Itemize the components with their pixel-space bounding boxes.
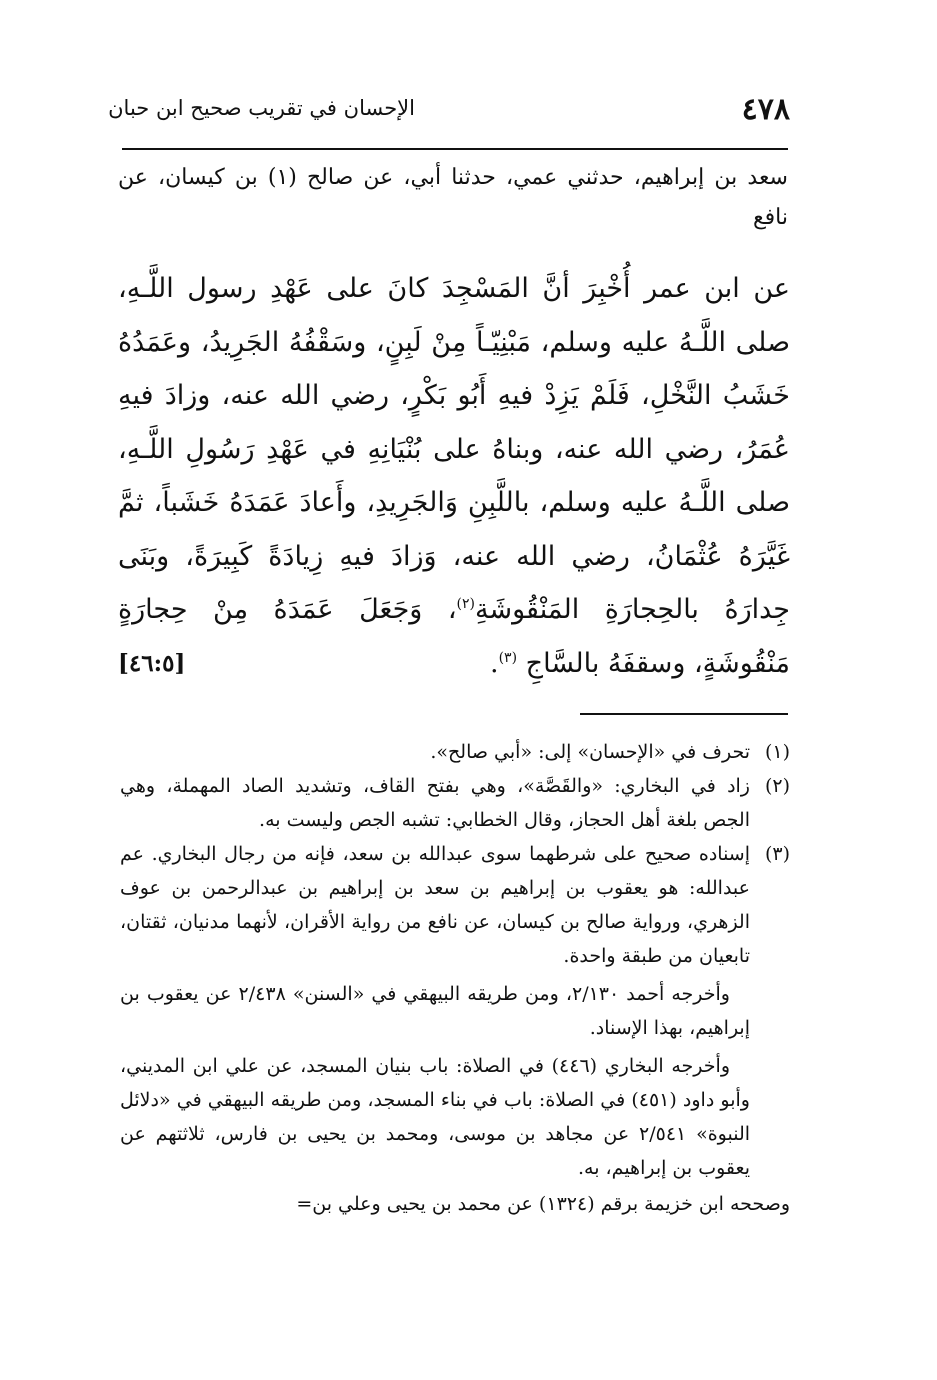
footnote-body bbox=[120, 769, 750, 837]
footnote-number: (٣) bbox=[764, 843, 790, 865]
hadith-text bbox=[118, 262, 790, 690]
hadith-text-part-2: ، وَجَعَلَ عَمَدَهُ مِنْ حِجارَةٍ مَنْقُوشَةٍ، وسقفَهُ بالسَّاجِ bbox=[118, 594, 790, 679]
footnotes bbox=[120, 735, 790, 1221]
footnote-number: (١) bbox=[764, 741, 790, 763]
footnote-paragraph: تحرف في «الإحسان» إلى: «أبي صالح». bbox=[430, 741, 750, 763]
footnote-paragraph: وأخرجه البخاري (٤٤٦) في الصلاة: باب بنيان المسجد، عن علي ابن المديني، وأبو داود (٤٥١) في الصلاة: باب في بناء المسجد، ومن طريقه البيهقي في «دلائل النبوة» ٢/٥٤١ عن مجاهد بن موسى، ومحمد بن يحيى بن فارس، ثلاثتهم عن يعقوب بن إبراهيم، به. bbox=[120, 1055, 751, 1179]
footnote-2 bbox=[120, 769, 790, 837]
hadith-text-part-1: عن ابن عمر أُخْبِرَ أنَّ المَسْجِدَ كانَ على عَهْدِ رسول اللَّـهِ، صلى اللَّـهُ عليه وسلم، مَبْنِيّـاً مِنْ لَبِنٍ، وسَقْفُهُ الجَرِيدُ، وعَمَدُهُ خَشَبُ النَّخْلِ، فَلَمْ يَزِدْ فيهِ أَبُو بَكْرٍ، رضي الله عنه، وزادَ فيهِ عُمَرُ، رضي الله عنه، وبناهُ على بُنْيَانِهِ في عَهْدِ رَسُولِ اللَّـهِ، صلى اللَّـهُ عليه وسلم، باللَّبِنِ وَالجَرِيدِ، وأَعادَ عَمَدَهُ خَشَباً، ثمَّ غَيَّرَهُ عُثْمَانُ، رضي الله عنه، وَزادَ فيهِ زِيادَةً كَبِيرَةً، وبَنَى جِدارَهُ بالحِجارَةِ المَنْقُوشَةِ bbox=[118, 273, 790, 625]
hadith-text-end: . bbox=[489, 647, 499, 679]
footnote-paragraph: إسناده صحيح على شرطهما سوى عبدالله بن سعد، فإنه من رجال البخاري. عم عبدالله: هو يعقوب بن إبراهيم بن سعد بن إبراهيم بن عبدالرحمن بن عوف الزهري، ورواية صالح بن كيسان، عن نافع من رواية الأقران، لأنهما مدنيان، ثقتان، تابعيان من طبقة واحدة. bbox=[120, 843, 750, 967]
footnote-1 bbox=[120, 735, 790, 769]
page-header bbox=[108, 92, 790, 138]
running-title: الإحسان في تقريب صحيح ابن حبان bbox=[108, 96, 415, 120]
header-rule bbox=[122, 148, 788, 150]
footnote-mark-3: (٣) bbox=[498, 649, 518, 666]
isnad-text: سعد بن إبراهيم، حدثني عمي، حدثنا أبي، عن صالح (١) بن كيسان، عن نافع bbox=[118, 165, 788, 230]
page-number: ٤٧٨ bbox=[741, 92, 790, 127]
hadith-reference: [٤٦:٥] bbox=[118, 649, 186, 677]
footnote-number: (٢) bbox=[764, 775, 790, 797]
footnote-body bbox=[120, 735, 750, 769]
footnote-mark-2: (٢) bbox=[456, 596, 475, 612]
footnote-continuation: وصححه ابن خزيمة برقم (١٣٢٤) عن محمد بن يحيى وعلي بن= bbox=[296, 1193, 790, 1215]
footnote-paragraph: زاد في البخاري: «والقَصَّة»، وهي بفتح القاف، وتشديد الصاد المهملة، وهي الجص بلغة أهل الحجاز، وقال الخطابي: تشبه الجص وليست به. bbox=[120, 775, 750, 831]
footnote-separator bbox=[580, 713, 788, 715]
footnote-3 bbox=[120, 837, 790, 1185]
footnote-paragraph: وأخرجه أحمد ٢/١٣٠، ومن طريقه البيهقي في «السنن» ٢/٤٣٨ عن يعقوب بن إبراهيم، بهذا الإسناد. bbox=[120, 983, 750, 1039]
footnote-body bbox=[120, 837, 750, 1185]
